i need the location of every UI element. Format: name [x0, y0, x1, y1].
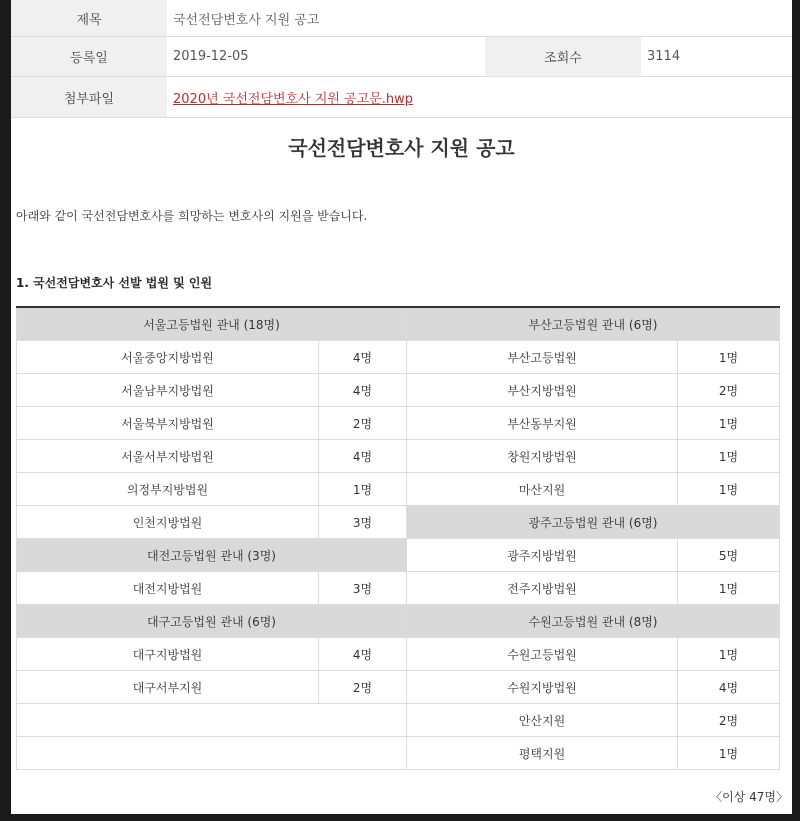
meta-row-date [11, 37, 792, 77]
document-heading: 국선전담변호사 지원 공고 [288, 136, 515, 160]
section-title: 1. 국선전담변호사 선발 법원 및 인원 [16, 276, 213, 290]
left-frame [0, 0, 11, 821]
attachment-link[interactable]: 2020년 국선전담변호사 지원 공고문.hwp [173, 91, 413, 107]
court-name: 서울남부지방법원 [16, 374, 319, 407]
court-name: 안산지원 [407, 704, 678, 737]
court-name: 의정부지방법원 [16, 473, 319, 506]
empty-cell [16, 737, 407, 770]
court-count: 1명 [678, 473, 780, 506]
bottom-frame [0, 814, 800, 821]
court-name: 전주지방법원 [407, 572, 678, 605]
court-count: 1명 [319, 473, 407, 506]
court-name: 부산지방법원 [407, 374, 678, 407]
date-value: 2019-12-05 [173, 49, 249, 64]
date-label: 등록일 [11, 37, 167, 76]
total-count: 〈이상 47명〉 [710, 790, 788, 804]
meta-row-title [11, 0, 792, 37]
court-name: 인천지방법원 [16, 506, 319, 539]
court-count: 1명 [678, 407, 780, 440]
title-label: 제목 [11, 0, 167, 36]
court-count: 2명 [678, 374, 780, 407]
court-count: 2명 [319, 671, 407, 704]
court-group-header: 부산고등법원 관내 (6명) [407, 308, 780, 341]
title-value: 국선전담변호사 지원 공고 [173, 12, 320, 28]
court-count: 4명 [678, 671, 780, 704]
court-group-header: 서울고등법원 관내 (18명) [16, 308, 407, 341]
court-name: 대구서부지원 [16, 671, 319, 704]
post-meta-table [11, 0, 792, 118]
attachment-label: 첨부파일 [11, 77, 167, 117]
intro-text: 아래와 같이 국선전담변호사를 희망하는 변호사의 지원을 받습니다. [16, 209, 368, 223]
court-count: 4명 [319, 638, 407, 671]
court-name: 서울북부지방법원 [16, 407, 319, 440]
court-count: 5명 [678, 539, 780, 572]
court-count: 1명 [678, 638, 780, 671]
court-name: 수원고등법원 [407, 638, 678, 671]
court-group-header: 수원고등법원 관내 (8명) [407, 605, 780, 638]
court-name: 수원지방법원 [407, 671, 678, 704]
court-name: 대구지방법원 [16, 638, 319, 671]
court-count: 3명 [319, 572, 407, 605]
court-count: 4명 [319, 440, 407, 473]
views-value: 3114 [647, 49, 681, 64]
court-group-header: 대구고등법원 관내 (6명) [16, 605, 407, 638]
court-name: 대전지방법원 [16, 572, 319, 605]
court-count: 4명 [319, 374, 407, 407]
court-name: 창원지방법원 [407, 440, 678, 473]
court-count: 4명 [319, 341, 407, 374]
court-name: 서울중앙지방법원 [16, 341, 319, 374]
court-group-header: 대전고등법원 관내 (3명) [16, 539, 407, 572]
court-group-header: 광주고등법원 관내 (6명) [407, 506, 780, 539]
court-count: 1명 [678, 737, 780, 770]
court-count: 2명 [319, 407, 407, 440]
attachment-cell [167, 77, 792, 117]
court-count: 3명 [319, 506, 407, 539]
court-table [16, 306, 780, 770]
court-name: 부산동부지원 [407, 407, 678, 440]
right-frame [792, 0, 800, 821]
court-name: 서울서부지방법원 [16, 440, 319, 473]
court-count: 1명 [678, 572, 780, 605]
court-count: 1명 [678, 440, 780, 473]
court-name: 마산지원 [407, 473, 678, 506]
court-count: 1명 [678, 341, 780, 374]
empty-cell [16, 704, 407, 737]
meta-row-attachment [11, 77, 792, 118]
court-name: 광주지방법원 [407, 539, 678, 572]
court-name: 평택지원 [407, 737, 678, 770]
court-name: 부산고등법원 [407, 341, 678, 374]
court-grid [16, 308, 780, 770]
views-label: 조회수 [485, 37, 641, 76]
court-count: 2명 [678, 704, 780, 737]
